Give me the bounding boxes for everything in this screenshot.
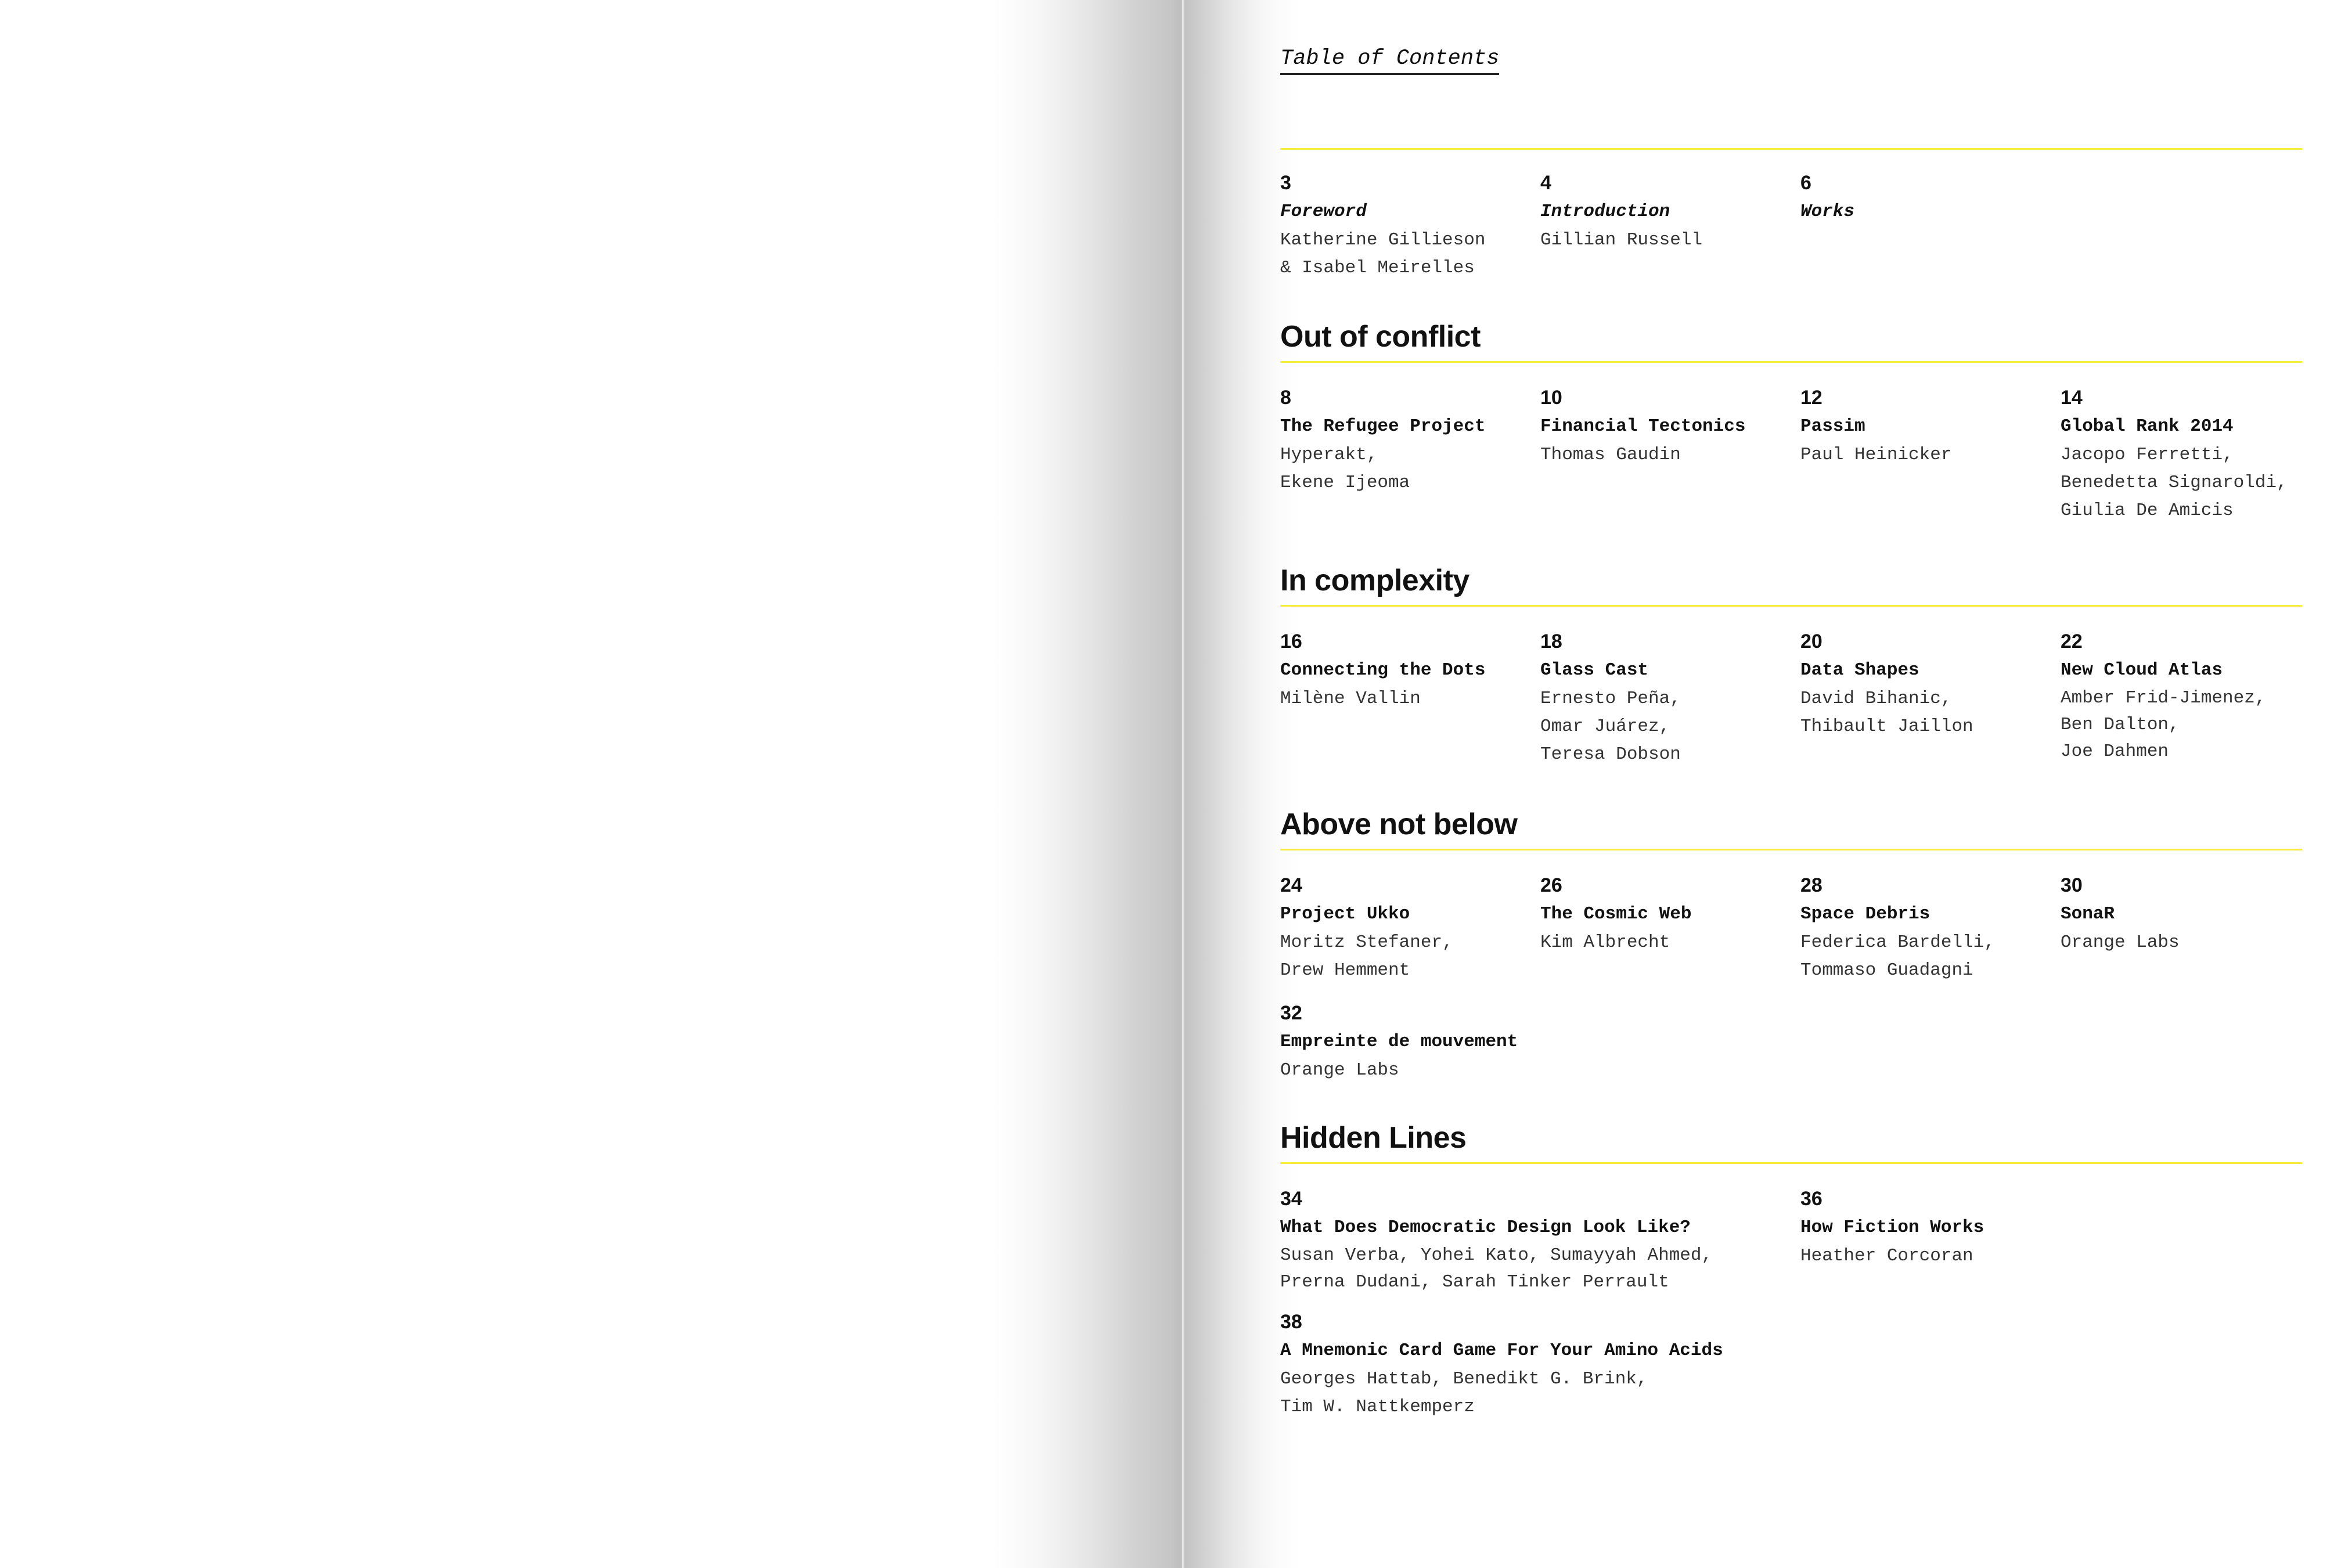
- page-number: 34: [1280, 1188, 1302, 1210]
- entry-authors: Georges Hattab, Benedikt G. Brink, Tim W. Nattkemperz: [1280, 1369, 1648, 1417]
- toc-entry[interactable]: [1280, 1184, 1712, 1296]
- yellow-rule: [1280, 849, 2302, 850]
- toc-entry-works[interactable]: [1800, 168, 1854, 226]
- entry-title: Empreinte de mouvement: [1280, 1032, 1518, 1052]
- entry-title: Data Shapes: [1800, 660, 1919, 680]
- page-number: 12: [1800, 387, 1822, 409]
- entry-authors: Orange Labs: [2061, 932, 2180, 953]
- page-number: 14: [2061, 387, 2083, 409]
- entry-title: A Mnemonic Card Game For Your Amino Acids: [1280, 1340, 1723, 1361]
- yellow-rule: [1280, 605, 2302, 607]
- yellow-rule: [1280, 148, 2302, 150]
- toc-entry-foreword[interactable]: [1280, 168, 1485, 282]
- page-number: 36: [1800, 1188, 1822, 1210]
- entry-title: Works: [1800, 201, 1855, 222]
- section-title-in-complexity: In complexity: [1280, 564, 1469, 597]
- entry-authors: Gillian Russell: [1540, 230, 1703, 250]
- entry-title: Glass Cast: [1540, 660, 1649, 680]
- toc-entry[interactable]: [1280, 383, 1485, 497]
- toc-entry[interactable]: [1800, 1184, 1984, 1270]
- toc-title: Table of Contents: [1280, 46, 1499, 75]
- entry-title: How Fiction Works: [1800, 1217, 1984, 1238]
- toc-entry[interactable]: [2061, 383, 2288, 525]
- page-number: 26: [1540, 874, 1562, 896]
- entry-authors: Orange Labs: [1280, 1060, 1399, 1080]
- page-number: 20: [1800, 630, 1822, 653]
- toc-entry[interactable]: [1540, 627, 1681, 769]
- page-number: 10: [1540, 387, 1562, 409]
- page-number: 28: [1800, 874, 1822, 896]
- entry-title: Global Rank 2014: [2061, 416, 2234, 437]
- entry-title: Foreword: [1280, 201, 1367, 222]
- page-number: 32: [1280, 1002, 1302, 1024]
- entry-title: SonaR: [2061, 904, 2115, 924]
- toc-entry[interactable]: [1800, 627, 1973, 741]
- page-number: 30: [2061, 874, 2083, 896]
- toc-entry[interactable]: [1280, 1307, 1723, 1421]
- entry-authors: Susan Verba, Yohei Kato, Sumayyah Ahmed, Prerna Dudani, Sarah Tinker Perrault: [1280, 1245, 1713, 1292]
- toc-entry[interactable]: [1800, 871, 1995, 985]
- page-number: 3: [1280, 172, 1291, 194]
- section-title-hidden-lines: Hidden Lines: [1280, 1121, 1467, 1155]
- entry-title: New Cloud Atlas: [2061, 660, 2223, 680]
- toc-entry[interactable]: [1540, 383, 1745, 469]
- section-title-out-of-conflict: Out of conflict: [1280, 320, 1481, 354]
- toc-entry[interactable]: [1280, 627, 1485, 713]
- page-number: 24: [1280, 874, 1302, 896]
- toc-entry-introduction[interactable]: [1540, 168, 1702, 254]
- toc-entry[interactable]: [2061, 871, 2180, 957]
- yellow-rule: [1280, 1162, 2302, 1164]
- entry-title: The Refugee Project: [1280, 416, 1486, 437]
- entry-authors: Amber Frid-Jimenez, Ben Dalton, Joe Dahmen: [2061, 688, 2266, 762]
- entry-authors: Thomas Gaudin: [1540, 445, 1681, 465]
- entry-title: Connecting the Dots: [1280, 660, 1486, 680]
- entry-authors: Federica Bardelli, Tommaso Guadagni: [1800, 932, 1995, 981]
- page-number: 22: [2061, 630, 2083, 653]
- entry-authors: Moritz Stefaner, Drew Hemment: [1280, 932, 1453, 981]
- entry-title: What Does Democratic Design Look Like?: [1280, 1217, 1691, 1238]
- entry-authors: Ernesto Peña, Omar Juárez, Teresa Dobson: [1540, 689, 1681, 765]
- entry-title: The Cosmic Web: [1540, 904, 1692, 924]
- page-number: 38: [1280, 1311, 1302, 1333]
- toc-entry[interactable]: [1280, 871, 1453, 985]
- toc-entry[interactable]: [1540, 871, 1691, 957]
- toc-entry[interactable]: [2061, 627, 2265, 765]
- entry-authors: Heather Corcoran: [1800, 1246, 1973, 1266]
- entry-authors: Paul Heinicker: [1800, 445, 1952, 465]
- section-title-above-not-below: Above not below: [1280, 808, 1518, 841]
- entry-authors: Milène Vallin: [1280, 689, 1421, 709]
- page-number: 18: [1540, 630, 1562, 653]
- page-number: 6: [1800, 172, 1811, 194]
- entry-authors: Jacopo Ferretti, Benedetta Signaroldi, Giulia De Amicis: [2061, 445, 2288, 521]
- yellow-rule: [1280, 361, 2302, 363]
- page-number: 4: [1540, 172, 1551, 194]
- entry-authors: Kim Albrecht: [1540, 932, 1670, 953]
- entry-title: Project Ukko: [1280, 904, 1410, 924]
- entry-authors: Katherine Gillieson & Isabel Meirelles: [1280, 230, 1486, 278]
- entry-title: Space Debris: [1800, 904, 1930, 924]
- page-number: 16: [1280, 630, 1302, 653]
- entry-title: Introduction: [1540, 201, 1670, 222]
- entry-title: Passim: [1800, 416, 1865, 437]
- entry-authors: David Bihanic, Thibault Jaillon: [1800, 689, 1973, 737]
- entry-authors: Hyperakt, Ekene Ijeoma: [1280, 445, 1410, 493]
- toc-entry[interactable]: [1800, 383, 1951, 469]
- entry-title: Financial Tectonics: [1540, 416, 1746, 437]
- toc-entry[interactable]: [1280, 999, 1518, 1084]
- page-number: 8: [1280, 387, 1291, 409]
